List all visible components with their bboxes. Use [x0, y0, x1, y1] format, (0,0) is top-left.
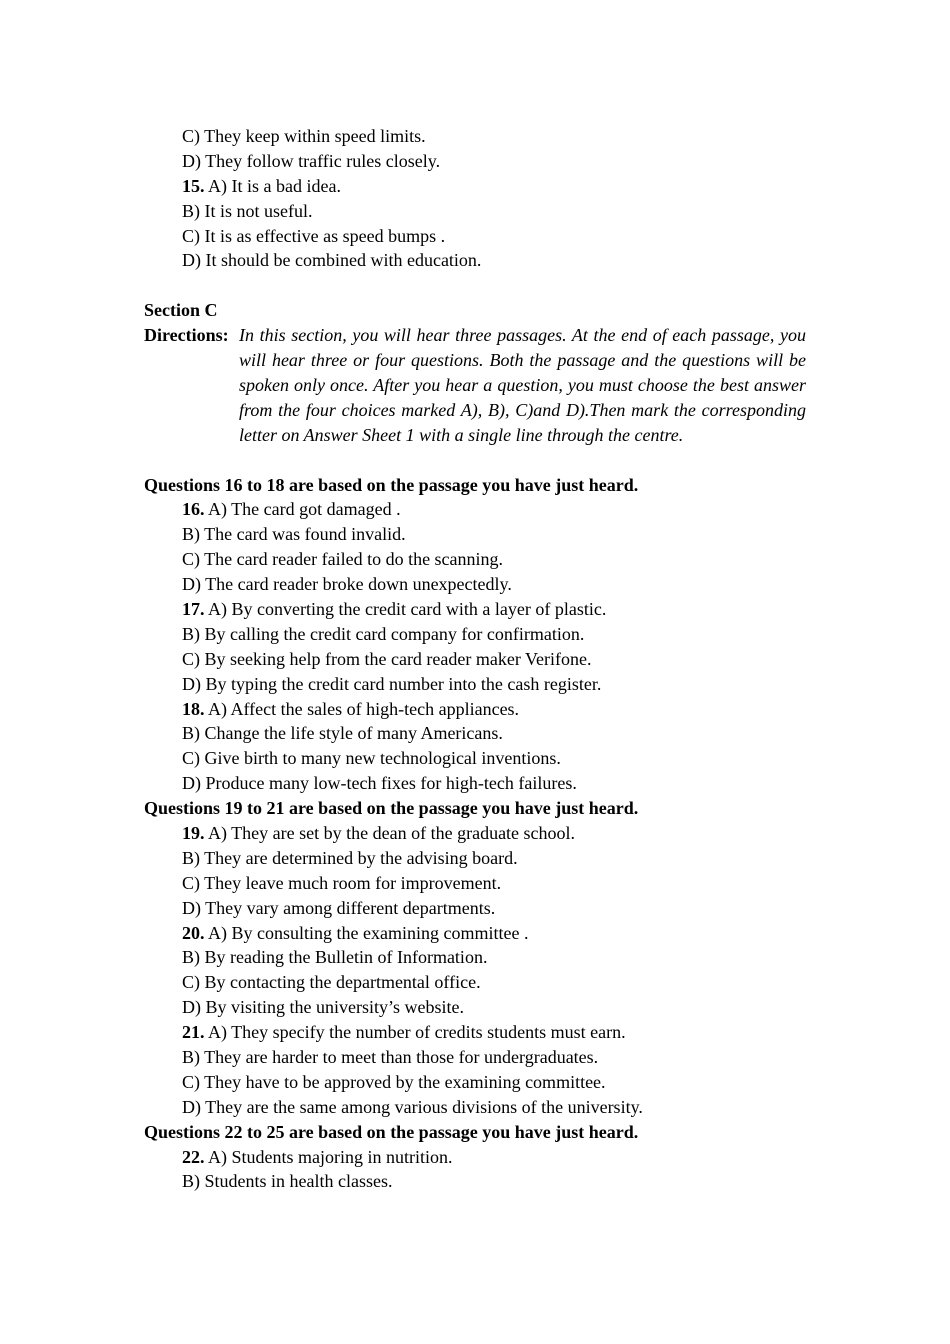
option-a: A) The card got damaged . [204, 499, 401, 520]
option-line: D) They vary among different departments. [182, 897, 496, 918]
directions-block [144, 323, 806, 448]
option-line: B) By reading the Bulletin of Information. [182, 947, 488, 968]
question-number: 17. [182, 599, 205, 619]
option-line: D) They follow traffic rules closely. [182, 150, 441, 171]
question-21 [144, 1020, 806, 1045]
option-line: C) By seeking help from the card reader maker Verifone. [182, 648, 592, 669]
option-a: A) By converting the credit card with a layer of plastic. [204, 599, 607, 619]
question-19 [144, 821, 806, 846]
option-line: B) Change the life style of many Americans. [182, 723, 503, 744]
option-line: B) They are determined by the advising board. [182, 847, 518, 868]
question-15 [144, 174, 806, 199]
question-20 [144, 921, 806, 946]
section-title: Section C [144, 300, 218, 321]
question-number: 15. [182, 175, 205, 196]
question-number: 19. [182, 823, 205, 844]
option-line: C) They leave much room for improvement. [182, 872, 502, 893]
option-line: B) It is not useful. [182, 200, 313, 221]
spacer [144, 448, 806, 473]
question-17 [144, 597, 806, 622]
question-18 [144, 697, 806, 722]
option-line: B) Students in health classes. [182, 1171, 393, 1192]
option-line: D) Produce many low-tech fixes for high-tech failures. [182, 773, 577, 794]
question-group-heading: Questions 19 to 21 are based on the passage you have just heard. [144, 798, 639, 819]
option-line: D) The card reader broke down unexpectedly. [182, 574, 512, 595]
question-number: 21. [182, 1022, 205, 1043]
directions-label: Directions: [144, 325, 229, 346]
option-a: A) Affect the sales of high-tech appliances. [204, 698, 520, 719]
question-group-heading: Questions 22 to 25 are based on the passage you have just heard. [144, 1121, 639, 1142]
option-line: B) By calling the credit card company for confirmation. [182, 623, 585, 644]
question-number: 22. [182, 1146, 205, 1167]
option-line: D) It should be combined with education. [182, 250, 482, 271]
option-a: A) They are set by the dean of the graduate school. [204, 823, 576, 844]
option-line: C) They keep within speed limits. [182, 126, 426, 146]
option-line: C) By contacting the departmental office. [182, 972, 481, 993]
option-line: D) By visiting the university’s website. [182, 997, 464, 1018]
question-16 [144, 497, 806, 522]
option-line: C) It is as effective as speed bumps . [182, 225, 446, 246]
document-page [144, 124, 806, 1194]
option-line: D) They are the same among various divisions of the university. [182, 1096, 643, 1117]
question-number: 20. [182, 922, 205, 943]
option-a: A) Students majoring in nutrition. [204, 1146, 453, 1167]
option-line: C) The card reader failed to do the scanning. [182, 549, 504, 570]
option-line: D) By typing the credit card number into the cash register. [182, 673, 602, 694]
option-line: B) The card was found invalid. [182, 524, 406, 545]
option-line: C) They have to be approved by the examining committee. [182, 1071, 606, 1092]
option-a: A) By consulting the examining committee . [204, 922, 529, 943]
spacer [144, 273, 806, 298]
question-22 [144, 1145, 806, 1170]
question-group-heading: Questions 16 to 18 are based on the passage you have just heard. [144, 474, 639, 495]
question-number: 18. [182, 698, 205, 719]
option-line: B) They are harder to meet than those for undergraduates. [182, 1047, 599, 1068]
question-number: 16. [182, 499, 205, 520]
option-a: A) It is a bad idea. [204, 175, 341, 196]
option-a: A) They specify the number of credits students must earn. [204, 1022, 626, 1043]
directions-text: In this section, you will hear three passages. At the end of each passage, you will hear three or four questions. Both the passage and the questions will be spoken only once. After you hear a question, you must choose the best answer from the four choices marked A), B), C)and D).Then mark the corresponding letter on Answer Sheet 1 with a single line through the centre. [239, 325, 806, 445]
option-line: C) Give birth to many new technological inventions. [182, 748, 561, 769]
